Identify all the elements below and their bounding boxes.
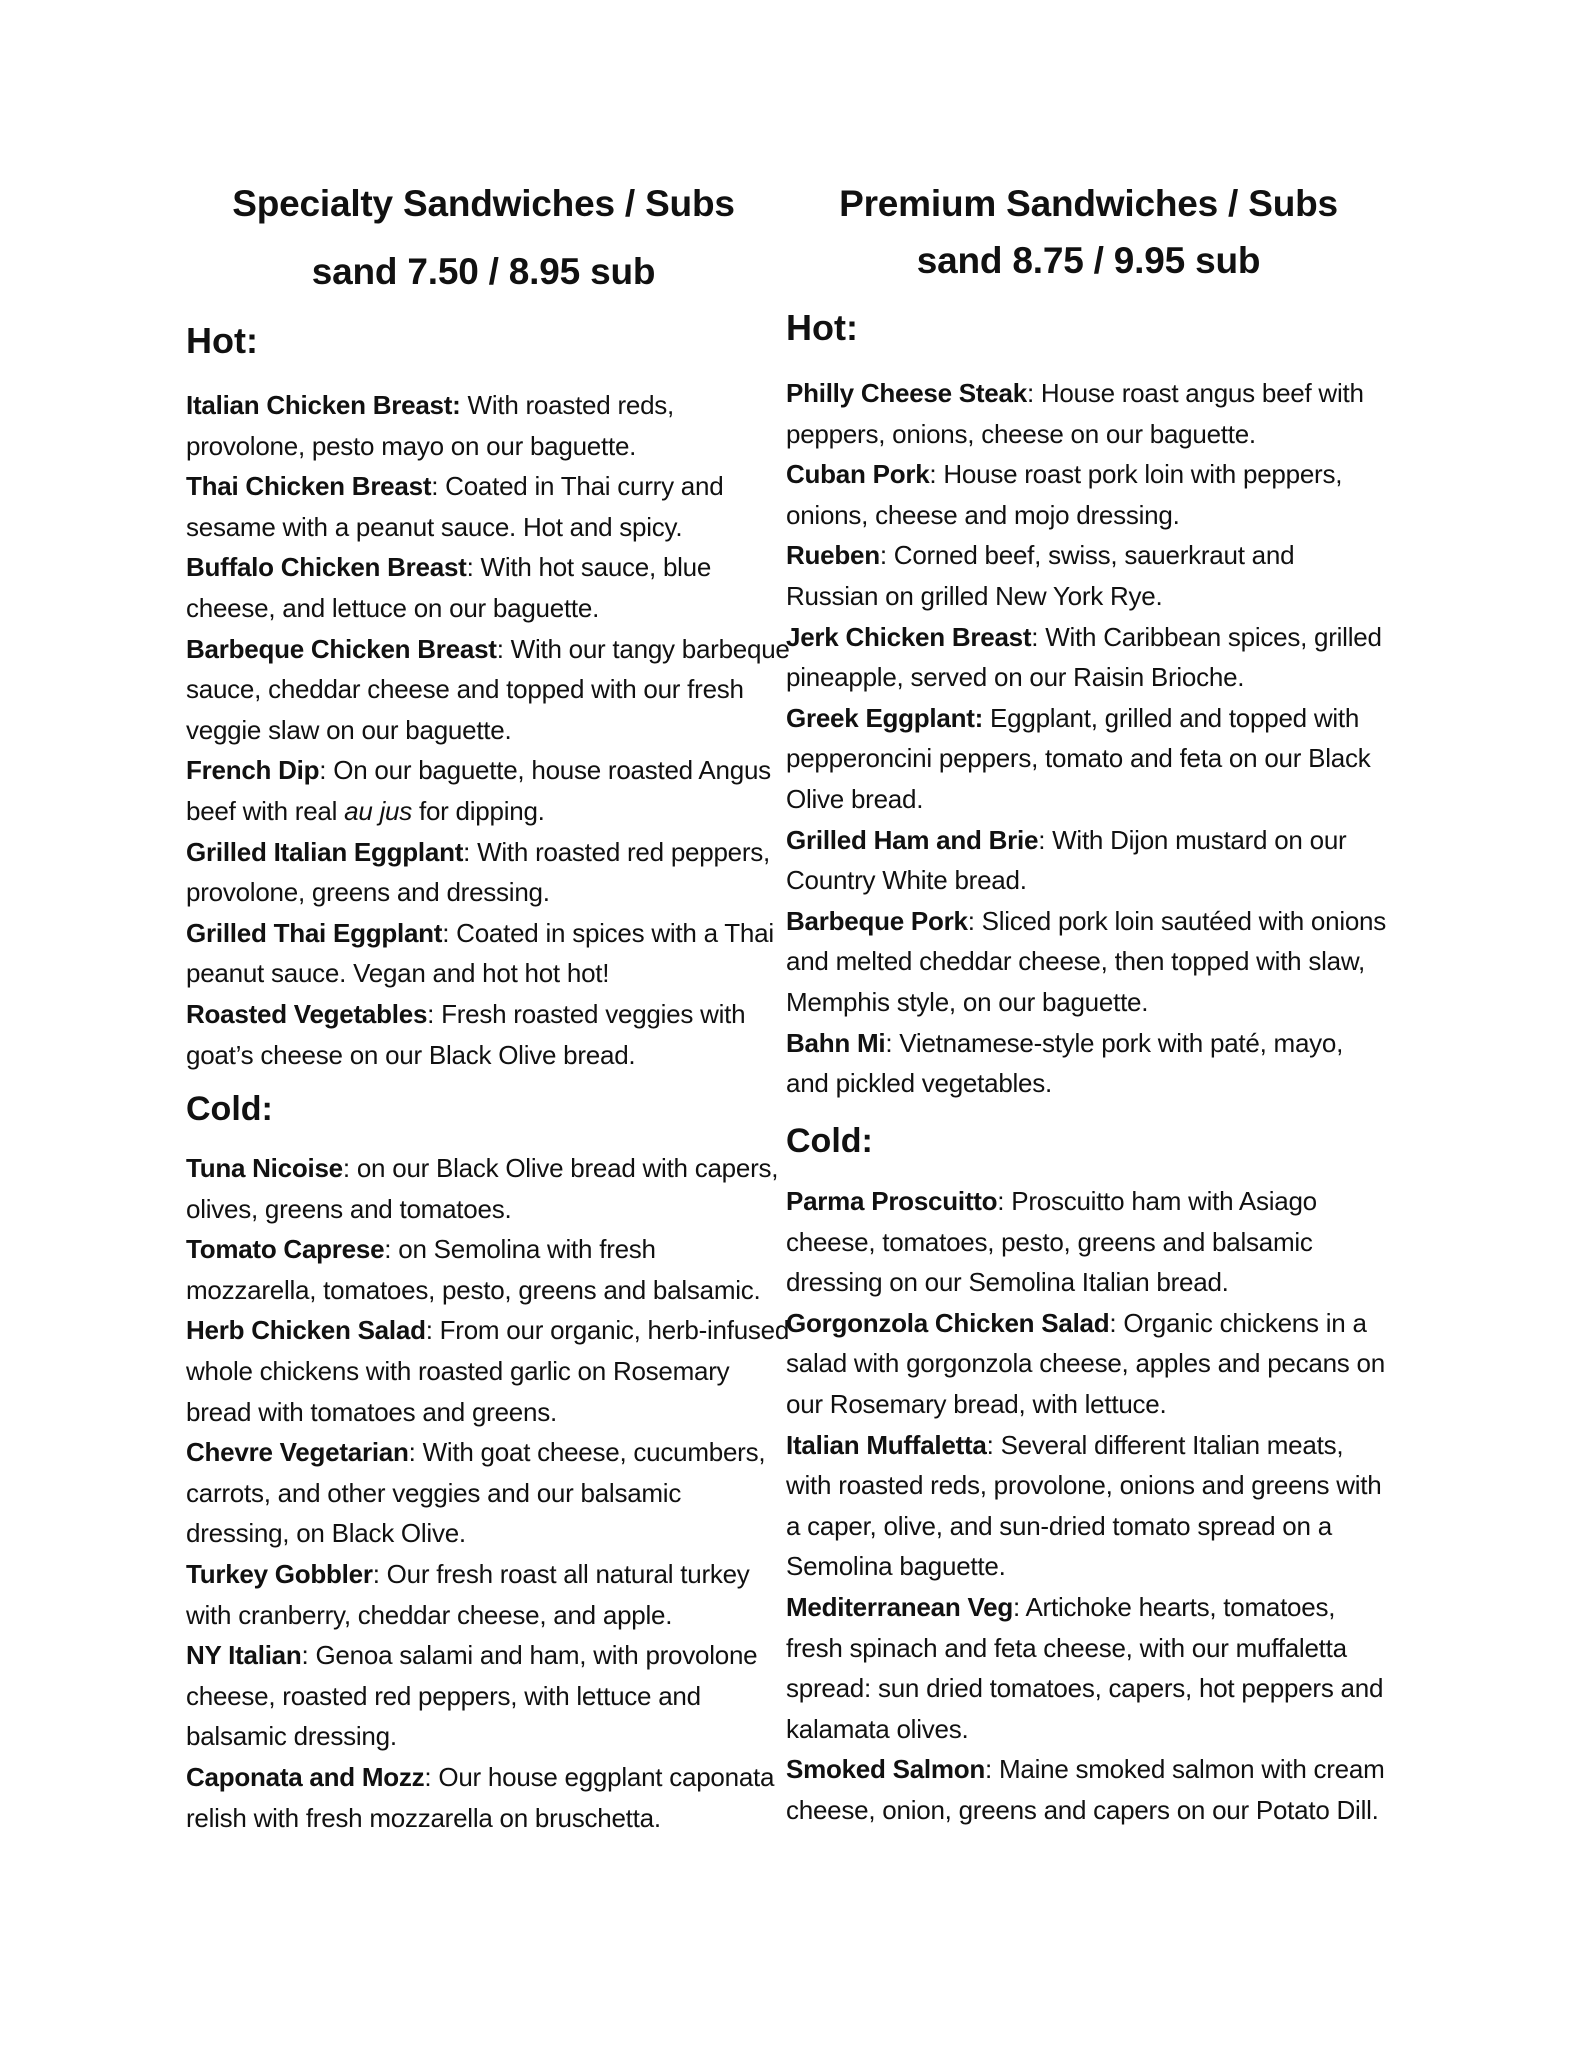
item-name: Grilled Italian Eggplant	[186, 836, 464, 867]
item-name: French Dip	[186, 755, 320, 786]
menu-item	[186, 1554, 781, 1635]
menu-item	[786, 454, 1386, 535]
menu-item	[186, 1635, 781, 1757]
item-name: Rueben	[786, 540, 880, 571]
item-desc: : Sliced pork loin sautéed with onions and melted cheddar cheese, then topped with slaw, Memphis style, on our baguette.	[786, 905, 1387, 1017]
menu-item	[786, 373, 1386, 454]
item-name: Caponata and Mozz	[186, 1761, 425, 1792]
item-desc-part: for dipping.	[412, 795, 545, 826]
item-name: Bahn Mi	[786, 1027, 886, 1058]
item-desc: : Proscuitto ham with Asiago cheese, tomatoes, pesto, greens and balsamic dressing on our Semolina Italian bread.	[786, 1186, 1317, 1298]
item-desc: : on our Black Olive bread with capers, olives, greens and tomatoes.	[186, 1153, 779, 1224]
item-name: Tuna Nicoise	[186, 1153, 343, 1183]
menu-item	[186, 1432, 781, 1554]
specialty-cold-heading: Cold:	[186, 1090, 273, 1128]
menu-item	[786, 1587, 1386, 1749]
item-desc: : Maine smoked salmon with cream cheese, onion, greens and capers on our Potato Dill.	[786, 1754, 1385, 1825]
menu-item	[186, 1310, 796, 1432]
item-name: Parma Proscuitto	[786, 1186, 998, 1216]
item-desc: : Artichoke hearts, tomatoes, fresh spinach and feta cheese, with our muffaletta spread: sun dried tomatoes, capers, hot peppers and kalamata olives.	[786, 1591, 1384, 1744]
premium-cold-heading: Cold:	[786, 1122, 873, 1160]
item-desc: : With our tangy barbeque sauce, cheddar cheese and topped with our fresh veggie slaw on our baguette.	[186, 633, 790, 745]
item-name: Italian Chicken Breast:	[186, 390, 461, 420]
item-desc: : With roasted red peppers, provolone, greens and dressing.	[186, 836, 771, 908]
menu-item	[186, 466, 781, 547]
item-name: Smoked Salmon	[786, 1754, 986, 1785]
item-desc: : Genoa salami and ham, with provolone cheese, roasted red peppers, with lettuce and balsamic dressing.	[186, 1640, 758, 1752]
menu-item	[186, 1148, 781, 1229]
menu-item	[186, 629, 796, 751]
item-desc: With roasted reds, provolone, pesto mayo on our baguette.	[186, 390, 675, 461]
item-name: Italian Muffaletta	[786, 1429, 987, 1460]
menu-item	[186, 385, 781, 466]
item-desc: : With hot sauce, blue cheese, and lettuce on our baguette.	[186, 552, 712, 623]
menu-item	[786, 1425, 1386, 1587]
specialty-hot-list	[186, 385, 790, 1075]
menu-item	[186, 994, 781, 1075]
item-desc: : Several different Italian meats, with roasted reds, provolone, onions and greens with a caper, olive, and sun-dried tomato spread on a Semolina baguette.	[786, 1429, 1382, 1582]
menu-item	[186, 1757, 781, 1838]
specialty-price: sand 7.50 / 8.95 sub	[311, 251, 656, 292]
menu-item	[786, 1749, 1386, 1830]
item-name: Jerk Chicken Breast	[786, 621, 1032, 652]
item-desc: : House roast angus beef with peppers, onions, cheese on our baguette.	[786, 378, 1364, 449]
menu-item	[786, 820, 1386, 901]
item-name: Barbeque Pork	[786, 905, 968, 936]
menu-item	[786, 1181, 1386, 1303]
menu-item	[786, 1023, 1386, 1104]
item-desc: Eggplant, grilled and topped with pepperoncini peppers, tomato and feta on our Black Olive bread.	[786, 702, 1371, 814]
item-desc: : With Caribbean spices, grilled pineapple, served on our Raisin Brioche.	[786, 621, 1382, 693]
item-desc: : Fresh roasted veggies with goat’s cheese on our Black Olive bread.	[186, 998, 746, 1070]
premium-hot-list	[786, 373, 1386, 1104]
menu-item	[786, 698, 1386, 820]
item-desc: : on Semolina with fresh mozzarella, tomatoes, pesto, greens and balsamic.	[186, 1234, 761, 1305]
item-name: Greek Eggplant:	[786, 702, 984, 733]
item-desc: : Our fresh roast all natural turkey with cranberry, cheddar cheese, and apple.	[186, 1558, 750, 1630]
item-name: Buffalo Chicken Breast	[186, 552, 467, 583]
item-desc: : Coated in Thai curry and sesame with a peanut sauce. Hot and spicy.	[186, 471, 724, 542]
menu-item	[186, 750, 781, 831]
item-desc-part: : On our baguette, house roasted Angus beef with real	[186, 755, 771, 826]
menu-item	[186, 913, 781, 994]
premium-title: Premium Sandwiches / Subs	[839, 183, 1338, 224]
item-name: Herb Chicken Salad	[186, 1315, 426, 1346]
item-name: Barbeque Chicken Breast	[186, 633, 497, 664]
item-name: Cuban Pork	[786, 459, 930, 490]
item-desc-italic: au jus	[344, 795, 413, 826]
item-name: Roasted Vegetables	[186, 998, 428, 1029]
premium-cold-list	[786, 1181, 1386, 1831]
item-desc: : With goat cheese, cucumbers, carrots, and other veggies and our balsamic dressing, on Black Olive.	[186, 1437, 766, 1549]
item-name: Grilled Thai Eggplant	[186, 917, 443, 948]
premium-price: sand 8.75 / 9.95 sub	[916, 240, 1261, 281]
menu-item	[186, 832, 781, 913]
item-desc: : With Dijon mustard on our Country White bread.	[786, 824, 1347, 896]
item-desc: : Organic chickens in a salad with gorgonzola cheese, apples and pecans on our Rosemary bread, with lettuce.	[786, 1307, 1385, 1419]
item-name: Gorgonzola Chicken Salad	[786, 1307, 1110, 1338]
specialty-hot-heading: Hot:	[186, 320, 258, 361]
item-name: Grilled Ham and Brie	[786, 824, 1039, 855]
item-desc: : Vietnamese-style pork with paté, mayo, and pickled vegetables.	[786, 1027, 1344, 1099]
menu-item	[786, 901, 1386, 1023]
specialty-cold-list	[186, 1148, 790, 1838]
item-name: Thai Chicken Breast	[186, 471, 432, 502]
menu-item	[186, 547, 781, 628]
item-name: Philly Cheese Steak	[786, 378, 1027, 408]
item-desc: : From our organic, herb-infused whole chickens with roasted garlic on Rosemary bread with tomatoes and greens.	[186, 1315, 790, 1427]
item-name: Chevre Vegetarian	[186, 1437, 409, 1468]
item-name: NY Italian	[186, 1640, 302, 1671]
item-desc: : Coated in spices with a Thai peanut sauce. Vegan and hot hot hot!	[186, 917, 774, 989]
item-desc: : Corned beef, swiss, sauerkraut and Russian on grilled New York Rye.	[786, 540, 1295, 611]
menu-item	[786, 1303, 1386, 1425]
item-name: Turkey Gobbler	[186, 1558, 373, 1589]
menu-item	[786, 535, 1386, 616]
item-name: Mediterranean Veg	[786, 1591, 1013, 1622]
menu-item	[186, 1229, 781, 1310]
premium-hot-heading: Hot:	[786, 307, 858, 348]
specialty-title: Specialty Sandwiches / Subs	[232, 183, 735, 224]
item-desc: : House roast pork loin with peppers, onions, cheese and mojo dressing.	[786, 459, 1343, 530]
item-name: Tomato Caprese	[186, 1234, 385, 1265]
menu-item	[786, 617, 1386, 698]
item-desc: : Our house eggplant caponata relish with fresh mozzarella on bruschetta.	[186, 1761, 775, 1833]
